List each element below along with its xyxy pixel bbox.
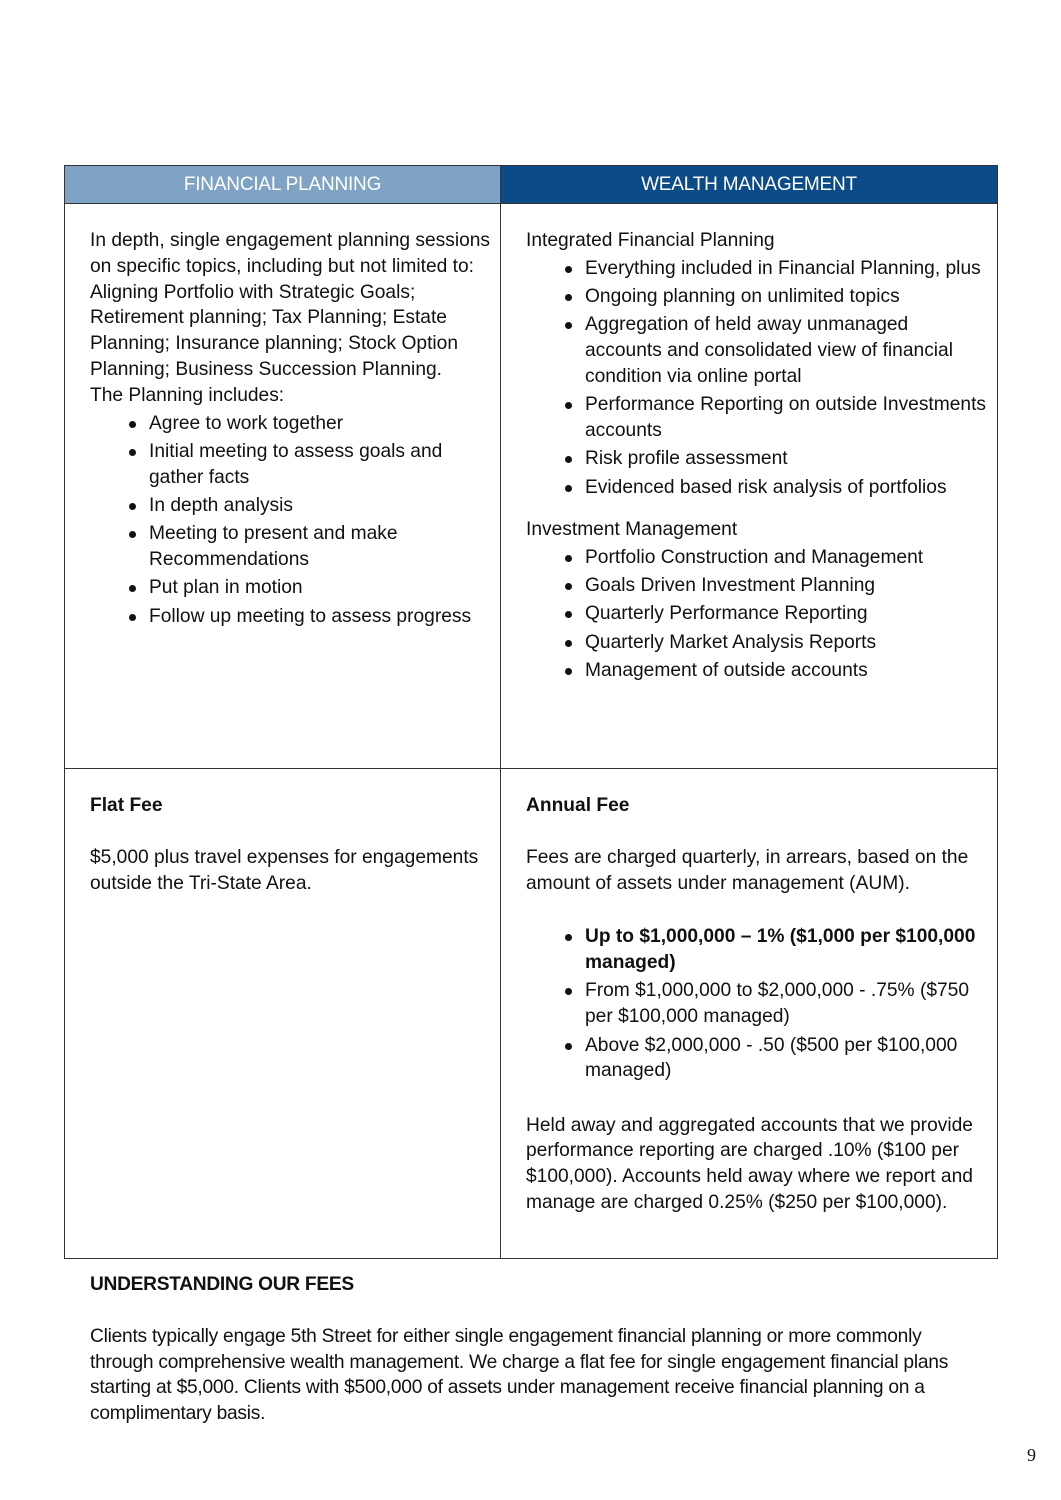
spacer <box>526 896 989 922</box>
list-item: Ongoing planning on unlimited topics <box>585 284 989 310</box>
spacer <box>526 503 989 517</box>
wealth-management-services-cell <box>501 204 998 769</box>
bullet-icon <box>565 668 572 675</box>
list-item: Risk profile assessment <box>585 446 989 472</box>
fee-tier-item: Above $2,000,000 - .50 ($500 per $100,000 managed) <box>585 1033 989 1085</box>
list-item: Quarterly Performance Reporting <box>585 601 989 627</box>
annual-fee-title: Annual Fee <box>526 795 630 816</box>
list-item: Quarterly Market Analysis Reports <box>585 630 989 656</box>
list-item: Meeting to present and make Recommendations <box>149 521 492 573</box>
list-item: In depth analysis <box>149 493 492 519</box>
bullet-icon <box>129 503 136 510</box>
bullet-icon <box>129 421 136 428</box>
list-item: Put plan in motion <box>149 575 492 601</box>
bullet-icon <box>565 485 572 492</box>
bullet-icon <box>565 583 572 590</box>
list-item: Initial meeting to assess goals and gather facts <box>149 439 492 491</box>
planning-includes-label: The Planning includes: <box>90 384 285 406</box>
understanding-fees-body: Clients typically engage 5th Street for either single engagement financial planning or more commonly through comprehensive wealth management. We charge a flat fee for single engagement financial plans starting at $5,000. Clients with $500,000 of assets under management receive financial planning on a complimentary basis. <box>90 1325 949 1425</box>
list-item: Management of outside accounts <box>585 658 989 684</box>
bullet-icon <box>565 555 572 562</box>
bullet-icon <box>565 266 572 273</box>
integrated-planning-list <box>526 256 989 501</box>
bullet-icon <box>565 294 572 301</box>
list-item: Aggregation of held away unmanaged accounts and consolidated view of financial condition via online portal <box>585 312 989 389</box>
bullet-icon <box>565 611 572 618</box>
flat-fee-description: $5,000 plus travel expenses for engagements outside the Tri-State Area. <box>90 846 479 894</box>
annual-fee-description: Fees are charged quarterly, in arrears, based on the amount of assets under management (AUM). <box>526 846 969 894</box>
list-item: Agree to work together <box>149 411 492 437</box>
fees-row <box>65 769 998 1259</box>
bullet-icon <box>565 640 572 647</box>
wealth-management-header: WEALTH MANAGEMENT <box>501 166 998 204</box>
bullet-icon <box>129 585 136 592</box>
held-away-fee-note: Held away and aggregated accounts that we provide performance reporting are charged .10% ($100 per $100,000). Accounts held away where we report and manage are charged 0.25% ($250 per $100,000). <box>526 1114 973 1214</box>
bullet-icon <box>129 531 136 538</box>
list-item: Portfolio Construction and Management <box>585 545 989 571</box>
financial-planning-services-cell <box>65 204 501 769</box>
financial-planning-fees-cell <box>65 769 501 1259</box>
bullet-icon <box>129 449 136 456</box>
bullet-icon <box>129 614 136 621</box>
page-number: 9 <box>1027 1445 1036 1465</box>
bullet-icon <box>565 1043 572 1050</box>
understanding-fees-title: UNDERSTANDING OUR FEES <box>90 1274 354 1295</box>
list-item: Everything included in Financial Planning, plus <box>585 256 989 282</box>
bullet-icon <box>565 934 572 941</box>
fee-tier-item: From $1,000,000 to $2,000,000 - .75% ($750 per $100,000 managed) <box>585 978 989 1030</box>
bullet-icon <box>565 456 572 463</box>
spacer <box>526 1087 989 1113</box>
bullet-icon <box>565 402 572 409</box>
spacer <box>526 819 989 845</box>
financial-planning-header: FINANCIAL PLANNING <box>65 166 501 204</box>
services-fees-table <box>64 165 998 1259</box>
fee-tiers-list <box>526 924 989 1084</box>
bullet-icon <box>565 988 572 995</box>
investment-management-list <box>526 545 989 684</box>
financial-planning-intro: In depth, single engagement planning sessions on specific topics, including but not limited to: Aligning Portfolio with Strategic Goals; Retirement planning; Tax Planning; Estate Planning; Insurance planning; Stock Option Planning; Business Succession Planning. <box>90 230 491 380</box>
bullet-icon <box>565 322 572 329</box>
fee-tier-item: Up to $1,000,000 – 1% ($1,000 per $100,000 managed) <box>585 924 989 976</box>
integrated-planning-title: Integrated Financial Planning <box>526 230 775 251</box>
services-row <box>65 204 998 769</box>
planning-steps-list <box>90 411 492 630</box>
investment-management-title: Investment Management <box>526 518 738 540</box>
spacer <box>90 819 492 845</box>
list-item: Evidenced based risk analysis of portfolios <box>585 475 989 501</box>
list-item: Goals Driven Investment Planning <box>585 573 989 599</box>
wealth-management-fees-cell <box>501 769 998 1259</box>
list-item: Performance Reporting on outside Investments accounts <box>585 392 989 444</box>
understanding-fees-section <box>90 1272 970 1427</box>
list-item: Follow up meeting to assess progress <box>149 604 492 630</box>
flat-fee-title: Flat Fee <box>90 795 163 816</box>
table-header-row <box>65 166 998 204</box>
